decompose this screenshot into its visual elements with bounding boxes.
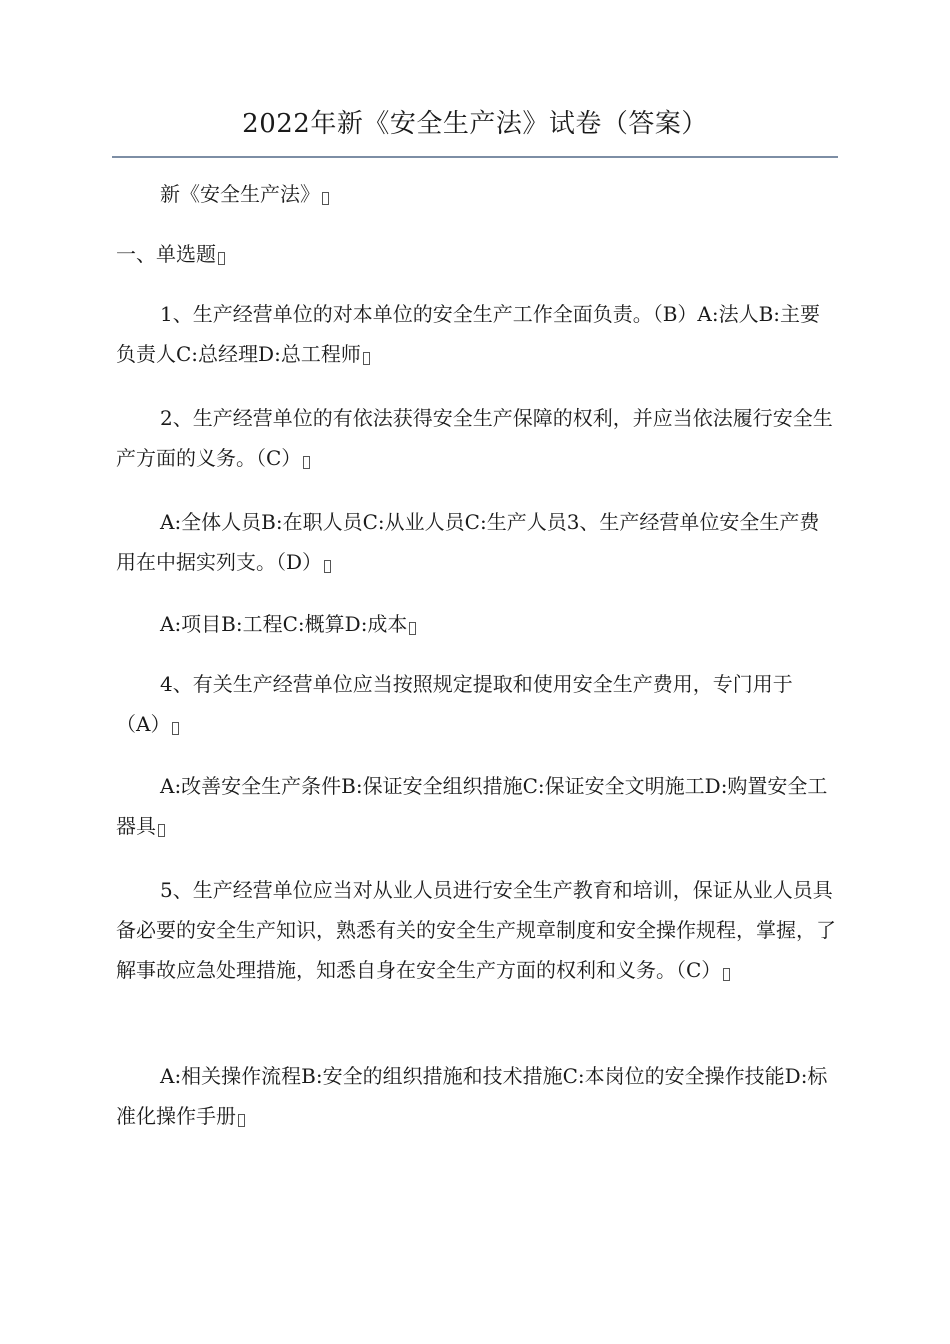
question-4-text: 4、有关生产经营单位应当按照规定提取和使用安全生产费用，专门用于（A） <box>116 672 793 736</box>
question-4-paragraph <box>116 664 836 744</box>
question-5-paragraph <box>116 870 836 990</box>
paragraph-mark-icon <box>324 560 331 573</box>
paragraph-mark-icon <box>218 252 225 265</box>
section-heading-text: 一、单选题 <box>116 242 216 266</box>
question-5-options-paragraph <box>116 1056 836 1136</box>
question-5-options-text: A:相关操作流程B:安全的组织措施和技术措施C:本岗位的安全操作技能D:标准化操作手册 <box>116 1064 828 1128</box>
paragraph-mark-icon <box>158 824 165 837</box>
paragraph-mark-icon <box>723 968 730 981</box>
paragraph-mark-icon <box>172 722 179 735</box>
question-2-options-text: A:全体人员B:在职人员C:从业人员C:生产人员3、生产经营单位安全生产费用在中据实列支。（D） <box>116 510 820 574</box>
document-title: 2022年新《安全生产法》试卷（答案） <box>242 109 708 139</box>
question-3-options-text: A:项目B:工程C:概算D:成本 <box>160 612 408 636</box>
question-3-options-paragraph <box>116 604 836 644</box>
paragraph-mark-icon <box>322 192 329 205</box>
question-1-text: 1、生产经营单位的对本单位的安全生产工作全面负责。（B）A:法人B:主要负责人C:总经理D:总工程师 <box>116 302 821 366</box>
question-1-paragraph <box>116 294 836 374</box>
question-2-text: 2、生产经营单位的有依法获得安全生产保障的权利，并应当依法履行安全生产方面的义务。（C） <box>116 406 833 470</box>
title-divider <box>112 156 838 158</box>
question-4-options-text: A:改善安全生产条件B:保证安全组织措施C:保证安全文明施工D:购置安全工器具 <box>116 774 828 838</box>
question-5-text: 5、生产经营单位应当对从业人员进行安全生产教育和培训，保证从业人员具备必要的安全生产知识，熟悉有关的安全生产规章制度和安全操作规程，掌握，了解事故应急处理措施，知悉自身在安全生产方面的权利和义务。（C） <box>116 878 836 982</box>
paragraph-mark-icon <box>238 1114 245 1127</box>
question-2-options-paragraph <box>116 502 836 582</box>
question-2-paragraph <box>116 398 836 478</box>
section-heading <box>116 234 836 274</box>
subtitle-text: 新《安全生产法》 <box>160 182 320 206</box>
subtitle-paragraph <box>116 174 836 214</box>
question-4-options-paragraph <box>116 766 836 846</box>
paragraph-mark-icon <box>303 456 310 469</box>
paragraph-mark-icon <box>409 622 416 635</box>
paragraph-mark-icon <box>363 352 370 365</box>
